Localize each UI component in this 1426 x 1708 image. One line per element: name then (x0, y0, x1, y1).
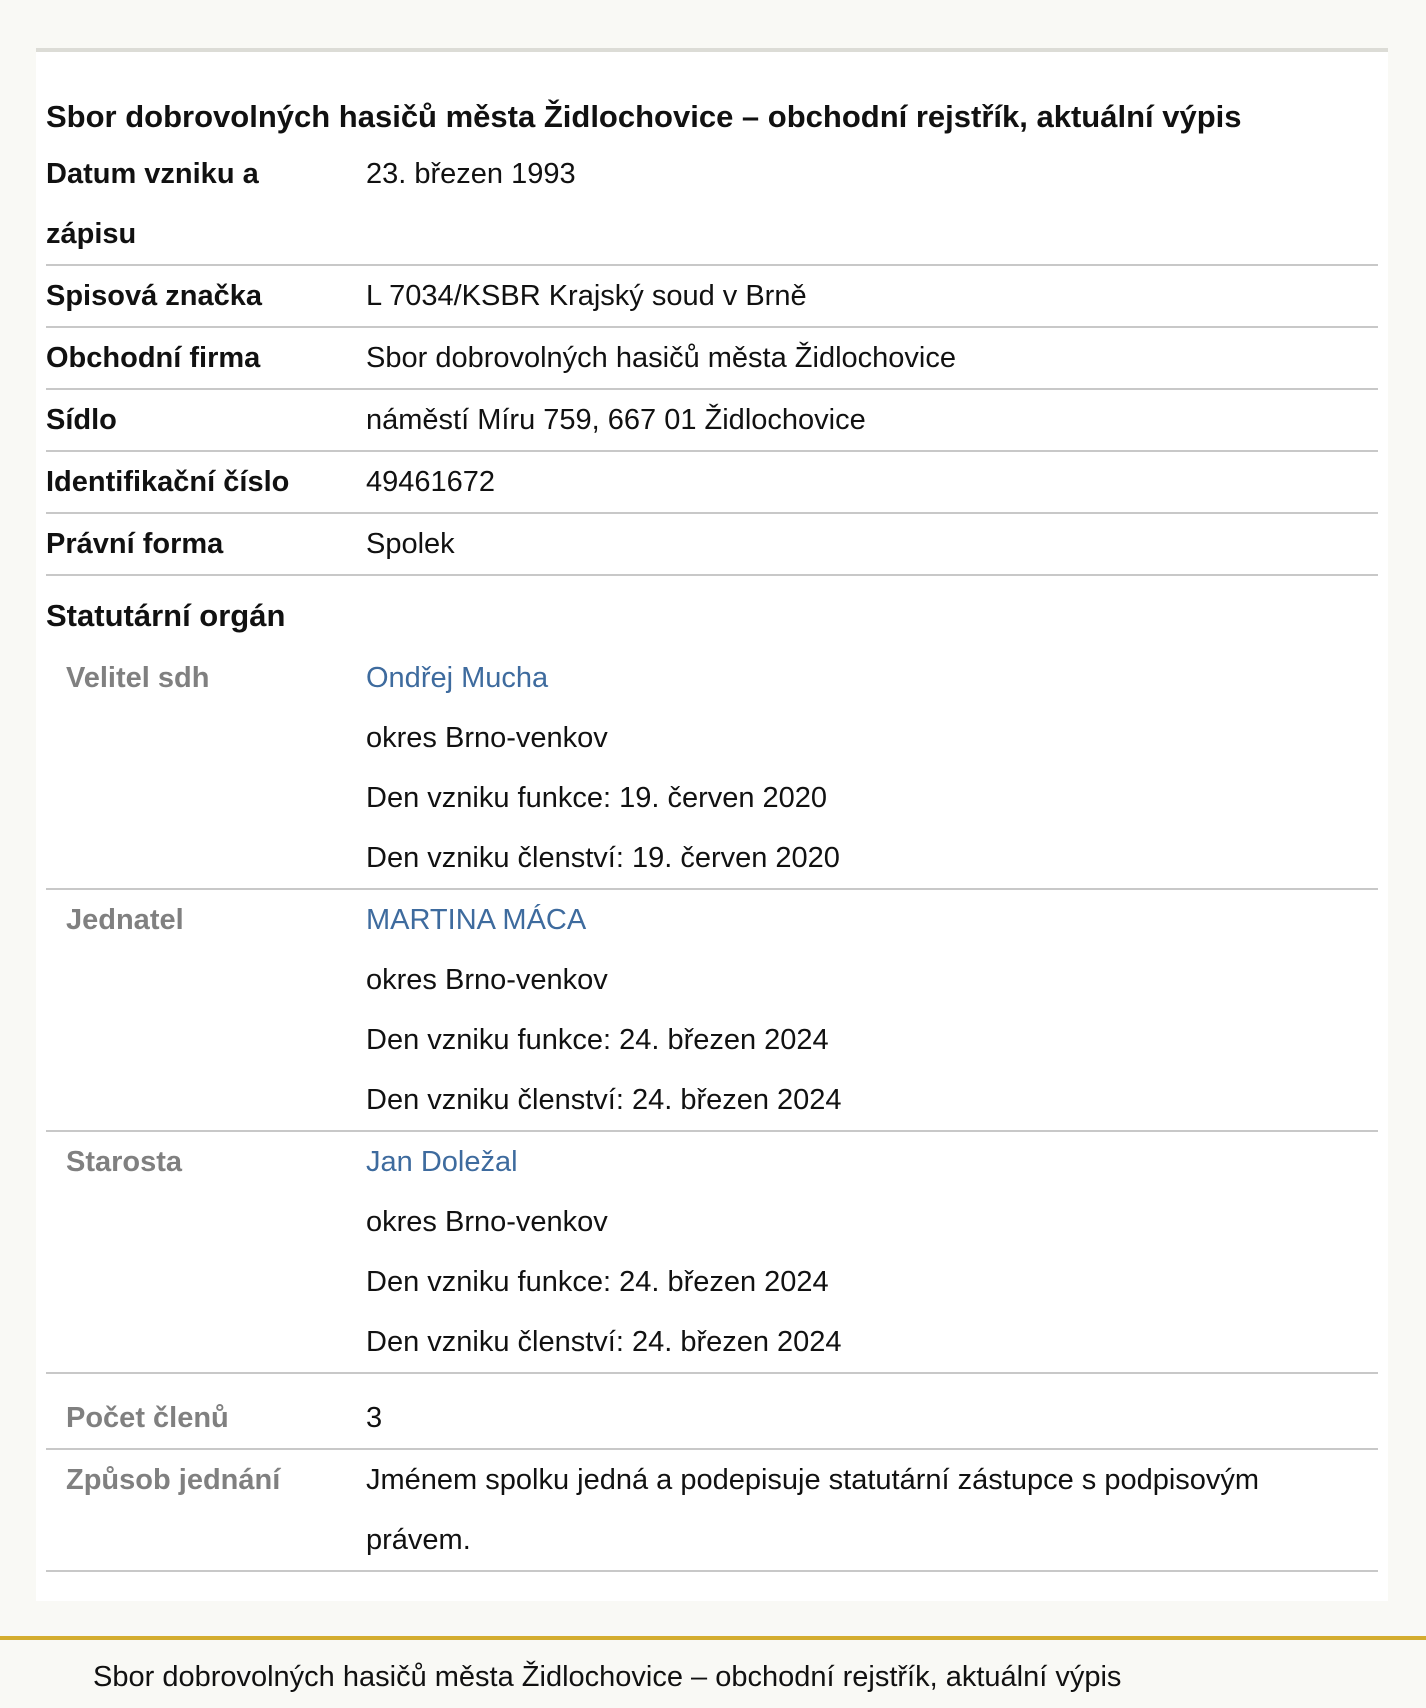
id-number-label: Identifikační číslo (46, 466, 290, 498)
member-count-label: Počet členů (66, 1402, 229, 1434)
member-name-link[interactable]: MARTINA MÁCA (366, 904, 587, 936)
member-name-link[interactable]: Ondřej Mucha (366, 662, 549, 694)
member-details (366, 648, 1378, 888)
footer-title: Sbor dobrovolných hasičů města Židlochovice – obchodní rejstřík, aktuální výpis (93, 1661, 1122, 1693)
member-row (46, 648, 1378, 890)
registry-card (36, 48, 1388, 1601)
footer (0, 1636, 1426, 1708)
member-function-since: Den vzniku funkce: 24. březen 2024 (366, 1266, 829, 1298)
founded-label-line1: Datum vzniku a (46, 158, 259, 190)
member-role: Velitel sdh (66, 662, 210, 694)
founded-value: 23. březen 1993 (366, 158, 576, 190)
member-district: okres Brno-venkov (366, 1206, 608, 1238)
page-title: Sbor dobrovolných hasičů města Židlochovice – obchodní rejstřík, aktuální výpis (46, 99, 1242, 134)
member-role: Jednatel (66, 904, 184, 936)
acting-method-value (366, 1450, 1378, 1570)
row-company-name (46, 328, 1378, 390)
member-function-since: Den vzniku funkce: 24. březen 2024 (366, 1024, 829, 1056)
legal-form-label: Právní forma (46, 528, 224, 560)
id-number-value: 49461672 (366, 466, 496, 498)
member-count-value: 3 (366, 1402, 383, 1434)
member-name-link[interactable]: Jan Doležal (366, 1146, 518, 1178)
acting-method-line1: Jménem spolku jedná a podepisuje statutární zástupce s podpisovým (366, 1464, 1260, 1496)
member-row (46, 1132, 1378, 1374)
seat-label: Sídlo (46, 404, 117, 436)
row-acting-method (46, 1450, 1378, 1572)
file-number-label: Spisová značka (46, 280, 262, 312)
member-function-since: Den vzniku funkce: 19. červen 2020 (366, 782, 828, 814)
acting-method-line2: právem. (366, 1524, 471, 1556)
seat-value: náměstí Míru 759, 667 01 Židlochovice (366, 404, 866, 436)
row-label (46, 144, 366, 264)
member-details (366, 1132, 1378, 1372)
row-seat (46, 390, 1378, 452)
row-id-number (46, 452, 1378, 514)
row-file-number (46, 266, 1378, 328)
company-name-value: Sbor dobrovolných hasičů města Židlochovice (366, 342, 956, 374)
spacer (46, 1374, 1378, 1388)
member-details (366, 890, 1378, 1130)
row-member-count (46, 1388, 1378, 1450)
member-membership-since: Den vzniku členství: 24. březen 2024 (366, 1084, 842, 1116)
member-row (46, 890, 1378, 1132)
row-founded (46, 144, 1378, 266)
member-role: Starosta (66, 1146, 183, 1178)
statutory-section-title: Statutární orgán (46, 598, 286, 633)
member-membership-since: Den vzniku členství: 24. březen 2024 (366, 1326, 842, 1358)
legal-form-value: Spolek (366, 528, 455, 560)
founded-label-line2: zápisu (46, 218, 137, 250)
acting-method-label: Způsob jednání (66, 1464, 281, 1496)
file-number-value: L 7034/KSBR Krajský soud v Brně (366, 280, 807, 312)
member-district: okres Brno-venkov (366, 722, 608, 754)
member-membership-since: Den vzniku členství: 19. červen 2020 (366, 842, 840, 874)
company-name-label: Obchodní firma (46, 342, 261, 374)
row-legal-form (46, 514, 1378, 576)
registry-content (46, 52, 1378, 1572)
member-district: okres Brno-venkov (366, 964, 608, 996)
